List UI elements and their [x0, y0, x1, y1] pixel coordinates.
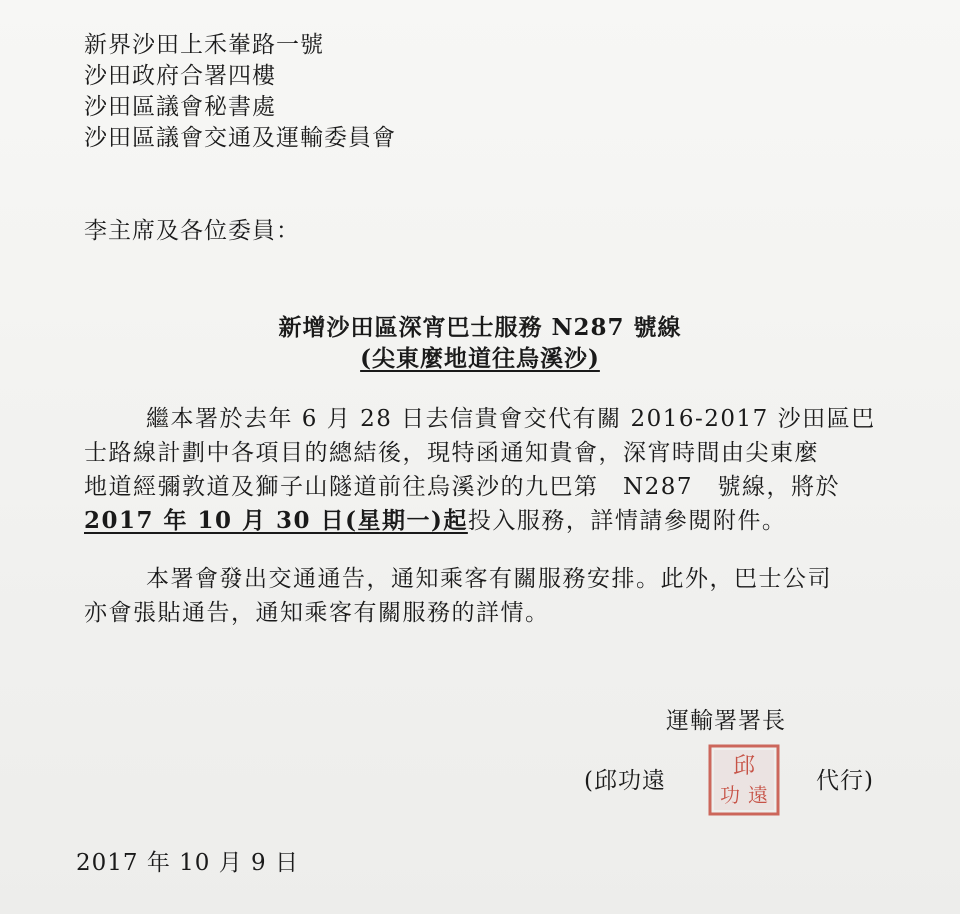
seal-text: 邱: [732, 754, 756, 779]
svg-text:功: 功: [720, 783, 740, 807]
paragraph-line: 本署會發出交通通告，通知乘客有關服務安排。此外，巴士公司: [146, 566, 832, 592]
paragraph-line: 士路線計劃中各項目的總結後，現特函通知貴會，深宵時間由尖東麼: [84, 440, 819, 466]
paragraph-line: [84, 504, 914, 538]
address-line: 沙田政府合署四樓: [84, 63, 276, 89]
paragraph-line: 繼本署於去年 6 月 28 日去信貴會交代有關 2016-2017 沙田區巴: [146, 406, 876, 432]
paragraph-line: 亦會張貼通告，通知乘客有關服務的詳情。: [84, 600, 550, 626]
seal-stamp-icon: [706, 742, 782, 818]
address-line: 新界沙田上禾輋路一號: [84, 32, 324, 58]
subject-title: 新增沙田區深宵巴士服務 N287 號線: [278, 314, 682, 341]
paragraph-line-rest: 投入服務，詳情請參閱附件。: [467, 508, 787, 534]
paragraph-2: [84, 562, 914, 630]
svg-text:遠: 遠: [748, 783, 768, 807]
subject-subtitle: [0, 343, 960, 374]
service-start-date: 2017 年 10 月 30 日(星期一)起: [84, 507, 468, 534]
address-line: 沙田區議會交通及運輸委員會: [84, 125, 396, 151]
subject-subtitle-text: (尖東麼地道往烏溪沙): [360, 345, 600, 372]
signer-name: (邱功遠: [584, 768, 666, 794]
address-line: 沙田區議會秘書處: [84, 94, 276, 120]
letter-date: 2017 年 10 月 9 日: [76, 850, 299, 876]
paragraph-1: [84, 402, 914, 538]
address-block: [84, 30, 396, 154]
salutation: 李主席及各位委員：: [84, 218, 300, 244]
paragraph-line: 地道經彌敦道及獅子山隧道前往烏溪沙的九巴第 N287 號線，將於: [84, 474, 841, 500]
signer-acting: 代行): [816, 768, 874, 794]
signer-title: 運輸署署長: [666, 708, 786, 734]
